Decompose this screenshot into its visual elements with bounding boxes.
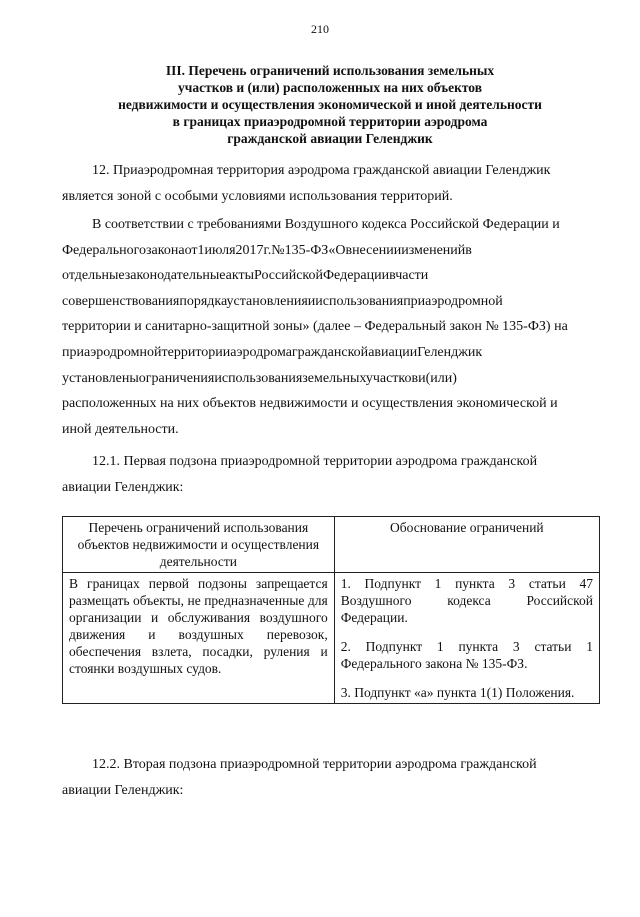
word: и (307, 293, 316, 309)
word: г. (263, 242, 272, 258)
word: отдельные (62, 268, 125, 284)
word: акты (225, 268, 254, 284)
word: приаэродромной (62, 344, 162, 360)
word: в (465, 242, 472, 258)
word: 2017 (235, 242, 264, 258)
heading-line: III. Перечень ограничений использования земельных (165, 63, 495, 78)
section-heading (70, 62, 590, 147)
word: территории (161, 344, 231, 360)
word: участков (365, 370, 419, 386)
justification-cell (334, 573, 599, 704)
word: Федерации (323, 268, 390, 284)
word: в (389, 268, 396, 284)
text-line (62, 263, 598, 289)
word: порядка (179, 293, 227, 309)
table-header-row (63, 517, 600, 573)
text-line (62, 289, 598, 315)
text-line: иной деятельности. (62, 421, 179, 437)
heading-line: участков и (или) расположенных на них объектов (177, 80, 483, 95)
restriction-text: В границах первой подзоны запрещается размещать объекты, не предназначенные для организации и обслуживания воздушного движения и воздушных перевозок, обеспечения взлета, посадки, руления и стоянки воздушных судов. (63, 573, 335, 704)
text-line: авиации Геленджик: (62, 782, 184, 798)
legal-reference: 1. Подпункт 1 пункта 3 статьи 47 Воздушного кодекса Российской Федерации. (340, 576, 593, 625)
table-row (63, 573, 600, 704)
word: земельных (302, 370, 366, 386)
word: июля (204, 242, 236, 258)
word: «О (328, 242, 346, 258)
text-line: авиации Геленджик: (62, 479, 184, 495)
word: гражданской (291, 344, 369, 360)
word: от (184, 242, 198, 258)
text-line: расположенных на них объектов недвижимости и осуществления экономической и (62, 396, 558, 412)
paragraph-12-2 (62, 752, 598, 803)
table-header-justification: Обоснование ограничений (334, 517, 599, 573)
word: законодательные (124, 268, 226, 284)
word: Геленджик (417, 344, 483, 360)
word: Федерального (62, 242, 147, 258)
table-header-restrictions: Перечень ограничений использования объектов недвижимости и осуществления деятельности (63, 517, 335, 573)
text-line: территории и санитарно-защитной зоны» (далее – Федеральный закон № 135-ФЗ) на (62, 319, 568, 335)
word: части (395, 268, 429, 284)
word: аэродрома (230, 344, 292, 360)
text-line: В соответствии с требованиями Воздушного кодекса Российской Федерации и (92, 217, 560, 232)
text-line: 12. Приаэродромная территория аэродрома гражданской авиации Геленджик (92, 163, 551, 178)
paragraph-accordance (62, 212, 598, 442)
word: 1 (197, 242, 205, 258)
word: Российской (254, 268, 323, 284)
legal-reference: 3. Подпункт «а» пункта 1(1) Положения. (340, 685, 575, 700)
text-line: 12.2. Вторая подзона приаэродромной территории аэродрома гражданской (92, 757, 537, 772)
word: изменений (401, 242, 466, 258)
word: № (271, 242, 285, 258)
word: совершенствования (62, 293, 180, 309)
word: авиации (368, 344, 418, 360)
paragraph-12 (62, 158, 598, 209)
text-line (62, 238, 598, 264)
page-number: 210 (311, 22, 329, 36)
text-line (62, 340, 598, 366)
heading-line: недвижимости и осуществления экономической и иной деятельности (118, 97, 542, 112)
word: использования (315, 293, 404, 309)
text-line: является зоной с особыми условиями использования территорий. (62, 188, 453, 204)
word: закона (146, 242, 185, 258)
word: (или) (425, 370, 457, 386)
restrictions-table (62, 516, 600, 704)
word: ограничения (138, 370, 215, 386)
paragraph-12-1 (62, 449, 598, 500)
heading-line: гражданской авиации Геленджик (227, 131, 433, 146)
heading-line: в границах приаэродромной территории аэродрома (172, 114, 488, 129)
word: использования (214, 370, 303, 386)
word: приаэродромной (403, 293, 503, 309)
word: установления (226, 293, 308, 309)
word: 135-ФЗ (284, 242, 329, 258)
word: установлены (62, 370, 139, 386)
word: внесении (345, 242, 402, 258)
text-line: 12.1. Первая подзона приаэродромной территории аэродрома гражданской (92, 454, 538, 469)
legal-reference: 2. Подпункт 1 пункта 3 статьи 1 Федерального закона № 135-ФЗ. (340, 639, 593, 671)
text-line (62, 366, 598, 392)
word: и (418, 370, 426, 386)
